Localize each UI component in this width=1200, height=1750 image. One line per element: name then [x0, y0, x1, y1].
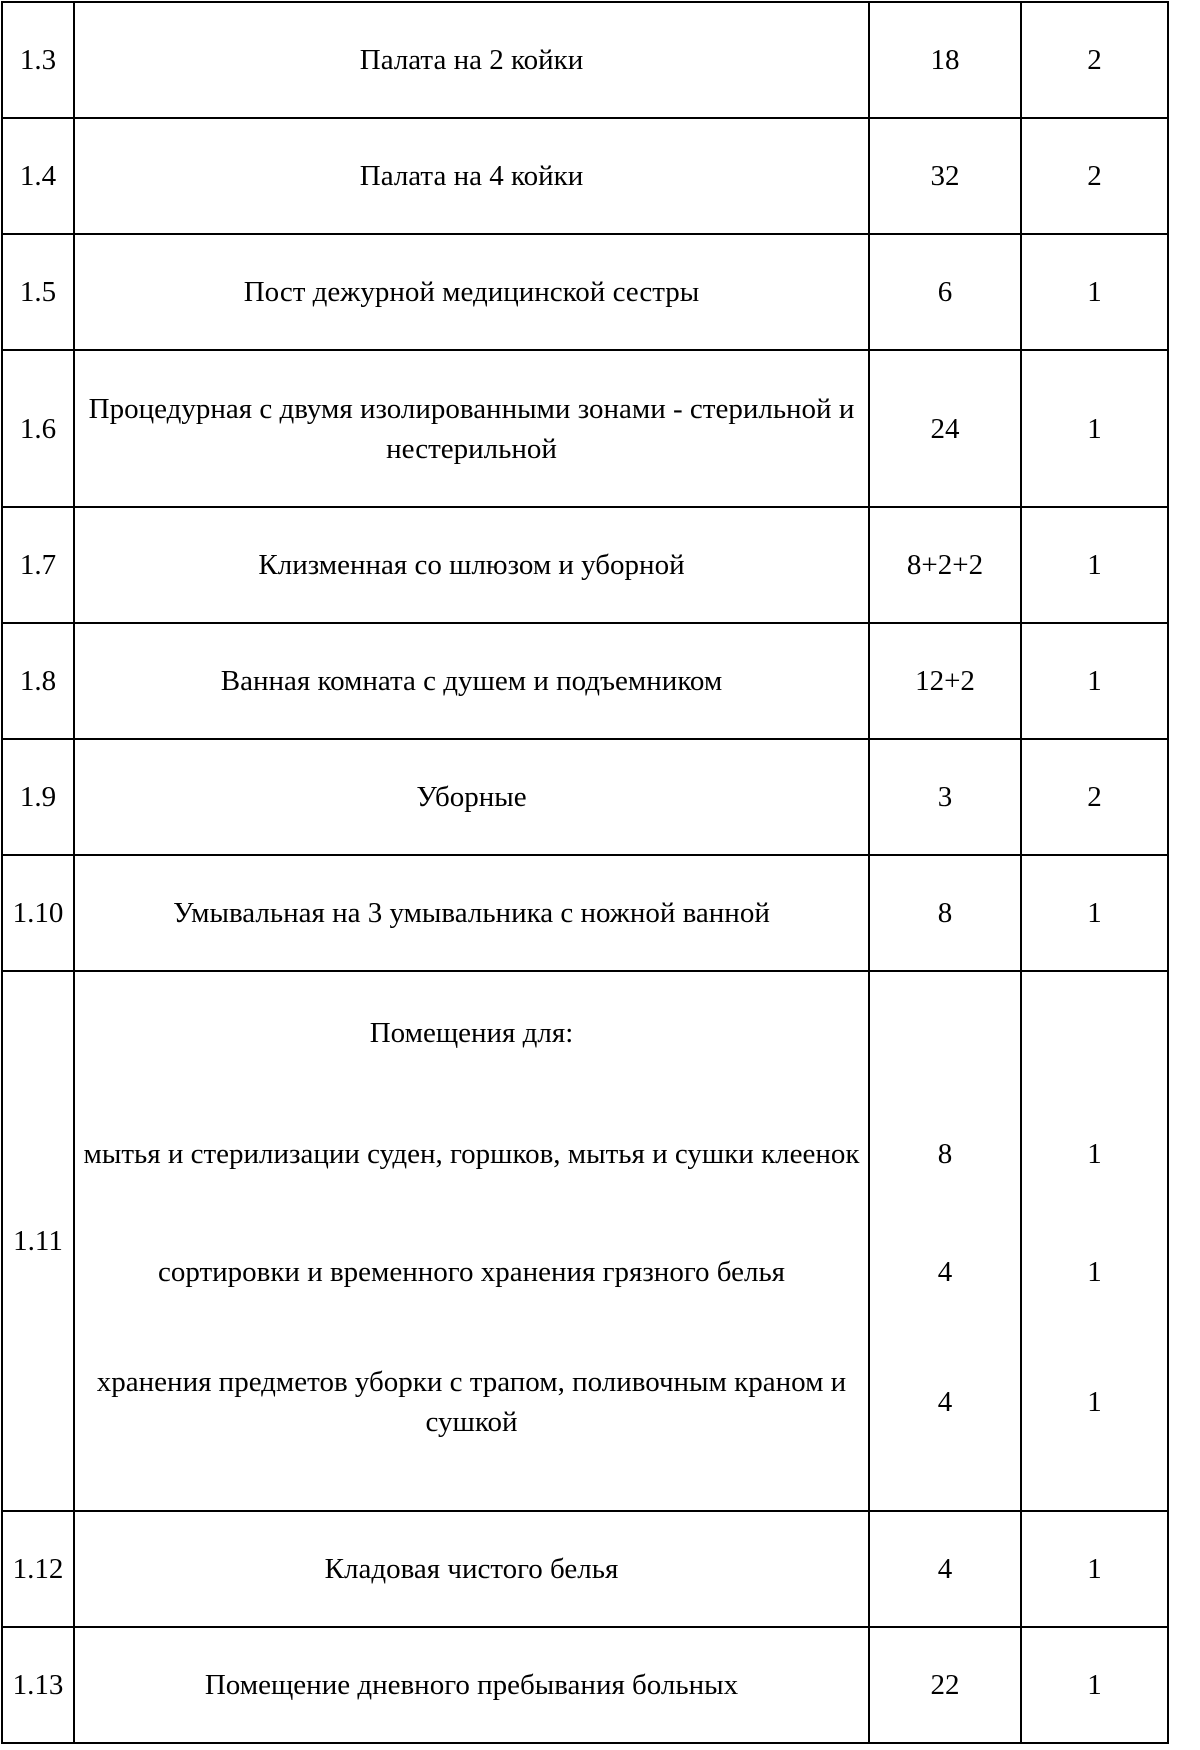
row-number: 1.9	[2, 739, 74, 855]
room-area: 3	[869, 739, 1021, 855]
row-number: 1.3	[2, 2, 74, 118]
room-area: 8	[869, 855, 1021, 971]
group-areas-cell	[869, 971, 1021, 1511]
group-item-area: 4	[937, 1256, 953, 1288]
group-item-name: хранения предметов уборки с трапом, поливочным краном и сушкой	[96, 1366, 847, 1438]
group-item-count: 1	[1087, 1256, 1102, 1288]
row-number: 1.7	[2, 507, 74, 623]
row-number: 1.11	[2, 971, 74, 1511]
room-area: 18	[869, 2, 1021, 118]
table-row	[2, 739, 1168, 855]
premises-table	[1, 1, 1169, 1744]
table-row	[2, 350, 1168, 507]
group-item-count: 1	[1087, 1138, 1102, 1170]
group-item-area: 8	[937, 1138, 953, 1170]
room-count: 1	[1021, 234, 1168, 350]
table-row	[2, 234, 1168, 350]
group-item-name: сортировки и временного хранения грязного белья	[157, 1256, 786, 1288]
room-count: 2	[1021, 118, 1168, 234]
room-name: Клизменная со шлюзом и уборной	[74, 507, 869, 623]
room-name: Процедурная с двумя изолированными зонами - стерильной и нестерильной	[74, 350, 869, 507]
room-name: Кладовая чистого белья	[74, 1511, 869, 1627]
room-count: 2	[1021, 739, 1168, 855]
row-number: 1.13	[2, 1627, 74, 1743]
room-name: Помещение дневного пребывания больных	[74, 1627, 869, 1743]
room-count: 1	[1021, 623, 1168, 739]
table-row	[2, 623, 1168, 739]
table-row	[2, 1511, 1168, 1627]
room-name: Пост дежурной медицинской сестры	[74, 234, 869, 350]
row-number: 1.4	[2, 118, 74, 234]
group-item-area: 4	[937, 1386, 953, 1418]
row-number: 1.8	[2, 623, 74, 739]
room-area: 12+2	[869, 623, 1021, 739]
room-area: 8+2+2	[869, 507, 1021, 623]
row-number: 1.10	[2, 855, 74, 971]
room-name: Ванная комната с душем и подъемником	[74, 623, 869, 739]
group-item-name: мытья и стерилизации суден, горшков, мытья и сушки клеенок	[83, 1138, 860, 1170]
room-name: Уборные	[74, 739, 869, 855]
group-item-count: 1	[1087, 1386, 1102, 1418]
room-area: 6	[869, 234, 1021, 350]
row-number: 1.6	[2, 350, 74, 507]
room-name: Умывальная на 3 умывальника с ножной ванной	[74, 855, 869, 971]
room-count: 1	[1021, 1627, 1168, 1743]
group-heading: Помещения для:	[369, 1017, 574, 1049]
row-number: 1.12	[2, 1511, 74, 1627]
room-name: Палата на 2 койки	[74, 2, 869, 118]
room-count: 2	[1021, 2, 1168, 118]
room-area: 4	[869, 1511, 1021, 1627]
room-area: 24	[869, 350, 1021, 507]
room-name: Палата на 4 койки	[74, 118, 869, 234]
table-row	[2, 507, 1168, 623]
room-area: 32	[869, 118, 1021, 234]
group-names-cell	[74, 971, 869, 1511]
room-area: 22	[869, 1627, 1021, 1743]
room-count: 1	[1021, 350, 1168, 507]
table-row	[2, 855, 1168, 971]
table-row-group	[2, 971, 1168, 1511]
group-counts-cell	[1021, 971, 1168, 1511]
table-row	[2, 1627, 1168, 1743]
room-count: 1	[1021, 855, 1168, 971]
table-row	[2, 2, 1168, 118]
table-row	[2, 118, 1168, 234]
row-number: 1.5	[2, 234, 74, 350]
room-count: 1	[1021, 1511, 1168, 1627]
room-count: 1	[1021, 507, 1168, 623]
